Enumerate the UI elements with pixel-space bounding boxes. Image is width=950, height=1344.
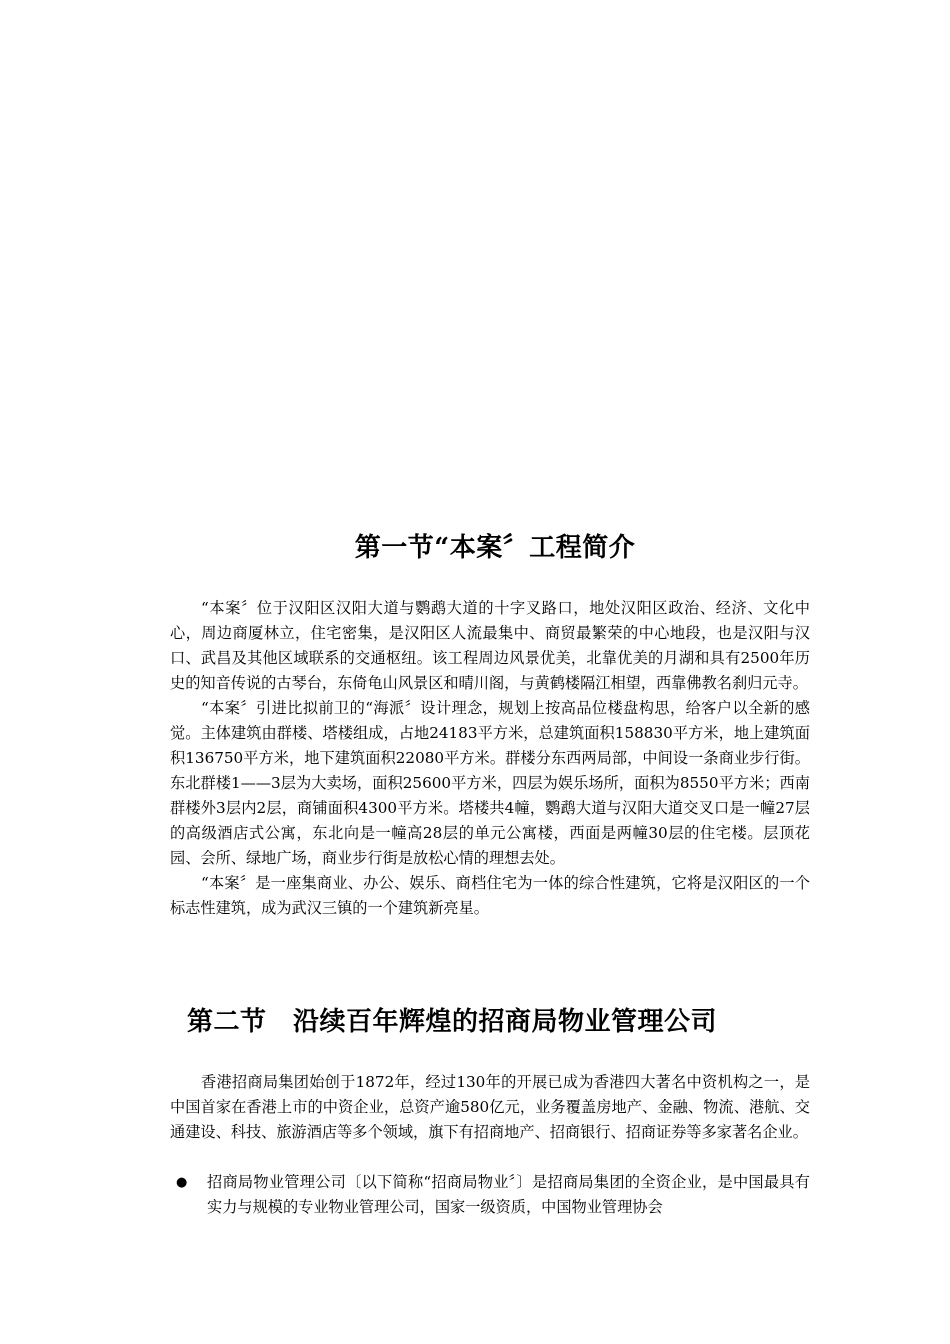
bullet-icon: ● [176, 1175, 188, 1190]
section-1-title: 第一节“本案〞工程简介 [354, 533, 636, 563]
section-2-bullet-list [170, 1170, 810, 1220]
section-2-paragraph-1: 香港招商局集团始创于1872年，经过130年的开展已成为香港四大著名中资机构之一，是中国首家在香港上市的中资企业，总资产逾580亿元，业务覆盖房地产、金融、物流、港航、交通建设、科技、旅游酒店等多个领域，旗下有招商地产、招商银行、招商证券等多家著名企业。 [170, 1073, 810, 1141]
section-2-body [170, 1070, 810, 1145]
list-item [170, 1170, 810, 1220]
section-1-paragraph-3: “本案〞是一座集商业、办公、娱乐、商档住宅为一体的综合性建筑，它将是汉阳区的一个标志性建筑，成为武汉三镇的一个建筑新亮星。 [170, 874, 810, 917]
section-2-title: 第二节 沿续百年辉煌的招商局物业管理公司 [187, 1007, 718, 1037]
section-1-paragraph-1: “本案〞位于汉阳区汉阳大道与鹦鹉大道的十字叉路口，地处汉阳区政治、经济、文化中心，周边商厦林立，住宅密集，是汉阳区人流最集中、商贸最繁荣的中心地段，也是汉阳与汉口、武昌及其他区域联系的交通枢纽。该工程周边风景优美，北靠优美的月湖和具有2500年历史的知音传说的古琴台，东倚龟山风景区和晴川阁，与黄鹤楼隔江相望，西靠佛教名刹归元寺。 [170, 599, 810, 692]
bullet-text: 招商局物业管理公司〔以下简称“招商局物业〞〕是招商局集团的全资企业，是中国最具有实力与规模的专业物业管理公司，国家一级资质，中国物业管理协会 [207, 1173, 810, 1216]
section-1-paragraph-2: “本案〞引进比拟前卫的“海派〞设计理念，规划上按高品位楼盘构思，给客户以全新的感觉。主体建筑由群楼、塔楼组成，占地24183平方米，总建筑面积158830平方米，地上建筑面积136750平方米，地下建筑面积22080平方米。群楼分东西两局部，中间设一条商业步行街。东北群楼1——3层为大卖场，面积25600平方米，四层为娱乐场所，面积为8550平方米；西南群楼外3层内2层，商铺面积4300平方米。塔楼共4幢，鹦鹉大道与汉阳大道交叉口是一幢27层的高级酒店式公寓，东北向是一幢高28层的单元公寓楼，西面是两幢30层的住宅楼。层顶花园、会所、绿地广场，商业步行街是放松心情的理想去处。 [170, 699, 810, 867]
section-1-body [170, 596, 810, 921]
